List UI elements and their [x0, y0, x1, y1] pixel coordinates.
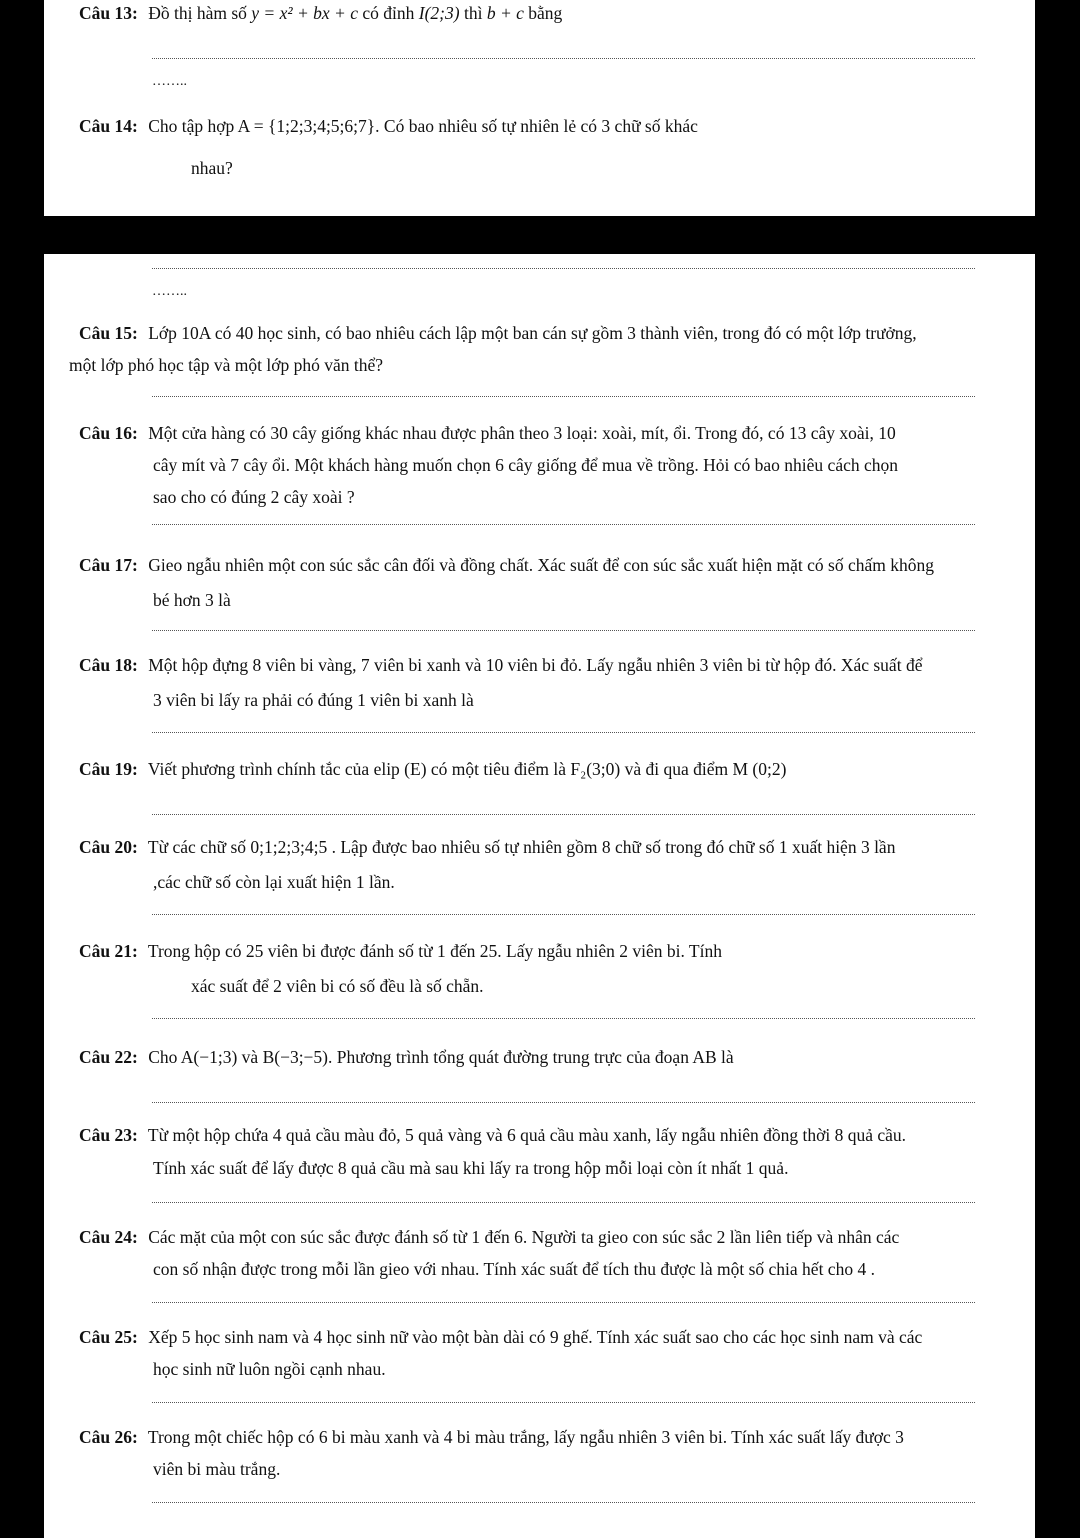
question-label: Câu 24:: [79, 1227, 138, 1247]
question-label: Câu 25:: [79, 1327, 138, 1347]
answer-line: [152, 1102, 975, 1103]
answer-line: [152, 814, 975, 815]
page-top-section: Câu 13: Đồ thị hàm số y = x² + bx + c có đỉnh I(2;3) thì b + c bằng …….. Câu 14: Cho tập hợp A = {1;2;3;4;5;6;7}. Có bao nhiêu số tự nhiên lẻ có 3 chữ số khác nhau?: [44, 0, 1035, 216]
question-label: Câu 18:: [79, 655, 138, 675]
answer-line: [152, 1302, 975, 1303]
question-label: Câu 17:: [79, 555, 138, 575]
question-label: Câu 20:: [79, 837, 138, 857]
question-label: Câu 23:: [79, 1125, 138, 1145]
page-main-section: …….. Câu 15: Lớp 10A có 40 học sinh, có bao nhiêu cách lập một ban cán sự gồm 3 thành viên, trong đó có một lớp trưởng, một lớp phó học tập và một lớp phó văn thể? Câu 16: Một cửa hàng có 30 cây giống khác nhau được phân theo 3 loại: xoài, mít, ổi. Trong đó, có 13 cây xoài, 10 cây mít và 7 cây ổi. Một khách hàng muốn chọn 6 cây giống để mua về trồng. Hỏi có bao nhiêu cách chọn sao cho có đúng 2 cây xoài ? Câu 17: Gieo ngẫu nhiên một con súc sắc cân đối và đồng chất. Xác suất để con súc sắc xuất hiện mặt có số chấm không bé hơn 3 là Câu 18: Một hộp đựng 8 viên bi vàng, 7 viên bi xanh và 10 viên bi đỏ. Lấy ngẫu nhiên 3 viên bi từ hộp đó. Xác suất để 3 viên bi lấy ra phải có đúng 1 viên bi xanh là Câu 19: Viết phương trình chính tắc của elip (E) có một tiêu điểm là F₂(3;0) và đi qua điểm M (0;2) Câu 20: Từ các chữ số 0;1;2;3;4;5 . Lập được bao nhiêu số tự nhiên gồm 8 chữ số trong đó chữ số 1 xuất hiện 3 lần ,các chữ số còn lại xuất hiện 1 lần. Câu 21: Trong hộp có 25 viên bi được đánh số từ 1 đến 25. Lấy ngẫu nhiên 2 viên bi. Tính xác suất để 2 viên bi có số đều là số chẵn. Câu 22: Cho A(−1;3) và B(−3;−5). Phương trình tổng quát đường trung trực của đoạn AB là Câu 23: Từ một hộp chứa 4 quả cầu màu đỏ, 5 quả vàng và 6 quả cầu màu xanh, lấy ngẫu nhiên đồng thời 8 quả cầu. Tính xác suất để lấy được 8 quả cầu mà sau khi lấy ra trong hộp mỗi loại còn ít nhất 1 quả. Câu 24: Các mặt của một con súc sắc được đánh số từ 1 đến 6. Người ta gieo con súc sắc 2 lần liên tiếp và nhân các con số nhận được trong mỗi lần gieo với nhau. Tính xác suất để tích thu được là một số chia hết cho 4 . Câu 25: Xếp 5 học sinh nam và 4 học sinh nữ vào một bàn dài có 9 ghế. Tính xác suất sao cho các học sinh nam và các học sinh nữ luôn ngồi cạnh nhau. Câu 26: Trong một chiếc hộp có 6 bi màu xanh và 4 bi màu trắng, lấy ngẫu nhiên 3 viên bi. Tính xác suất lấy được 3 viên bi màu trắng.: [44, 254, 1035, 1538]
question-label: Câu 16:: [79, 423, 138, 443]
answer-line: [152, 396, 975, 397]
answer-dots: ……..: [152, 284, 187, 299]
answer-line: [152, 524, 975, 525]
question-label: Câu 19:: [79, 759, 138, 779]
question-label: Câu 21:: [79, 941, 138, 961]
question-label: Câu 13:: [79, 3, 138, 23]
answer-line: [152, 1018, 975, 1019]
answer-line: [152, 732, 975, 733]
answer-line: [152, 1202, 975, 1203]
question-label: Câu 22:: [79, 1047, 138, 1067]
answer-line: [152, 268, 975, 269]
answer-line: [152, 1402, 975, 1403]
answer-line: [152, 1502, 975, 1503]
answer-line: [152, 914, 975, 915]
question-label: Câu 26:: [79, 1427, 138, 1447]
question-label: Câu 15:: [79, 323, 138, 343]
answer-dots: ……..: [152, 74, 187, 89]
question-label: Câu 14:: [79, 116, 138, 136]
answer-line: [152, 630, 975, 631]
answer-line: [152, 58, 975, 59]
